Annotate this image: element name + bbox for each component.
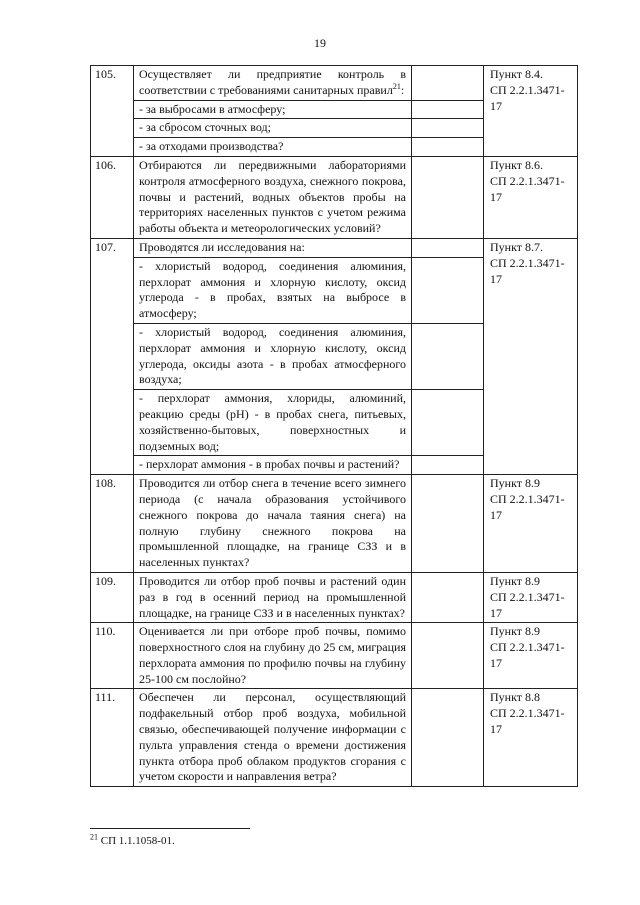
footnote-ref: 21 (392, 81, 401, 91)
reference-clause: Пункт 8.9 (490, 573, 541, 588)
question-text: Проводится ли отбор проб почвы и растений один раз в год в осенний период на промышленной площадке, на границе СЗЗ и в населенных пунктах? (139, 573, 406, 620)
table-row (91, 474, 577, 572)
answer-cell[interactable] (412, 475, 484, 572)
reference-cell (484, 623, 577, 688)
row-number: 111. (91, 689, 134, 786)
row-number: 107. (91, 239, 134, 474)
page-number: 19 (314, 36, 326, 50)
question-text: Оценивается ли при отборе проб почвы, помимо поверхностного слоя на глубину до 25 см, миграция перхлората аммония по профилю почвы на глубину 25-100 см послойно? (139, 624, 406, 686)
sub-item: - за сбросом сточных вод; (134, 119, 412, 137)
reference-doc: СП 2.2.1.3471-17 (490, 255, 565, 286)
sub-item: - за отходами производства? (134, 138, 412, 156)
table-row (91, 66, 577, 156)
reference-clause: Пункт 8.8 (490, 690, 541, 705)
question-text: Отбираются ли передвижными лабораториями контроля атмосферного воздуха, снежного покрова, почвы и растений, водных объектов пробы на территориях населенных пунктов с учетом режима работы объекта и метеорологических условий? (139, 157, 406, 236)
reference-clause: Пункт 8.7. (490, 239, 544, 254)
answer-cell[interactable] (412, 689, 484, 786)
reference-cell (483, 66, 577, 156)
answer-cell[interactable] (412, 456, 484, 474)
reference-doc: СП 2.2.1.3471-17 (490, 173, 565, 204)
footnote-divider (90, 828, 250, 829)
sub-item: - за выбросами в атмосферу; (134, 101, 412, 119)
sub-item: - перхлорат аммония - в пробах почвы и растений? (134, 456, 412, 474)
question-text: Осуществляет ли предприятие контроль в соответствии с требованиями санитарных правил$^{21}$: (134, 66, 412, 100)
question-cell (134, 157, 412, 238)
checklist-table (90, 65, 578, 787)
reference-doc: СП 2.2.1.3471-17 (490, 491, 565, 522)
table-row (91, 238, 577, 474)
footnote (90, 834, 175, 850)
question-text: Проводятся ли исследования на: (134, 239, 412, 257)
reference-doc: СП 2.2.1.3471-17 (490, 706, 565, 737)
question-cell (134, 475, 412, 572)
answer-cell[interactable] (412, 324, 484, 389)
footnote-marker: 21 (90, 832, 98, 842)
question-cell (134, 573, 412, 622)
table-row (91, 156, 577, 238)
table-row (91, 622, 577, 688)
sub-item: - хлористый водород, соединения алюминия, перхлорат аммония и хлорную кислоту, оксид углерода, оксиды азота - в пробах атмосферного воздуха; (134, 324, 412, 389)
question-cell (134, 623, 412, 688)
question-text: Проводится ли отбор снега в течение всего зимнего периода (с начала образования устойчивого снежного покрова до начала таяния снега) на полную глубину снежного покрова на промышленной площадке, на границе СЗЗ и в населенных пунктах? (139, 476, 406, 570)
reference-cell (484, 157, 577, 238)
reference-clause: Пункт 8.4. (490, 67, 544, 81)
reference-doc: СП 2.2.1.3471-17 (490, 589, 565, 620)
row-number: 110. (91, 623, 134, 688)
reference-cell (484, 475, 577, 572)
row-number: 105. (91, 66, 134, 156)
reference-clause: Пункт 8.9 (490, 476, 541, 491)
reference-doc: СП 2.2.1.3471-17 (490, 82, 565, 113)
reference-cell (484, 689, 577, 786)
row-number: 109. (91, 573, 134, 622)
answer-cell[interactable] (412, 157, 484, 238)
reference-cell (484, 573, 577, 622)
answer-cell[interactable] (412, 390, 484, 455)
question-cell (134, 66, 484, 156)
sub-item: - хлористый водород, соединения алюминия, перхлорат аммония и хлорную кислоту, оксид углерода - в пробах, взятых на выбросе в атмосферу; (134, 258, 412, 323)
row-number: 108. (91, 475, 134, 572)
answer-cell[interactable] (412, 101, 484, 119)
sub-item: - перхлорат аммония, хлориды, алюминий, реакцию среды (pH) - в пробах снега, питьевых, хозяйственно-бытовых, поверхностных и подземных вод; (134, 390, 412, 455)
answer-cell[interactable] (412, 239, 484, 257)
footnote-text: СП 1.1.1058-01. (98, 835, 175, 847)
reference-clause: Пункт 8.6. (490, 157, 544, 172)
answer-cell[interactable] (412, 66, 484, 100)
answer-cell[interactable] (412, 258, 484, 323)
question-cell (134, 689, 412, 786)
row-number: 106. (91, 157, 134, 238)
table-row (91, 572, 577, 622)
reference-clause: Пункт 8.9 (490, 624, 541, 639)
table-row (91, 688, 577, 786)
reference-cell (483, 239, 577, 474)
reference-doc: СП 2.2.1.3471-17 (490, 640, 565, 670)
answer-cell[interactable] (412, 573, 484, 622)
answer-cell[interactable] (412, 623, 484, 688)
answer-cell[interactable] (412, 138, 484, 156)
question-cell (134, 239, 484, 474)
answer-cell[interactable] (412, 119, 484, 137)
question-text: Обеспечен ли персонал, осуществляющий подфакельный отбор проб воздуха, мобильной связью, обеспечивающей получение информации с пульта управления стенда о времени достижения пункта отбора проб облаком продуктов сгорания с учетом скорости и направления ветра? (139, 690, 406, 784)
